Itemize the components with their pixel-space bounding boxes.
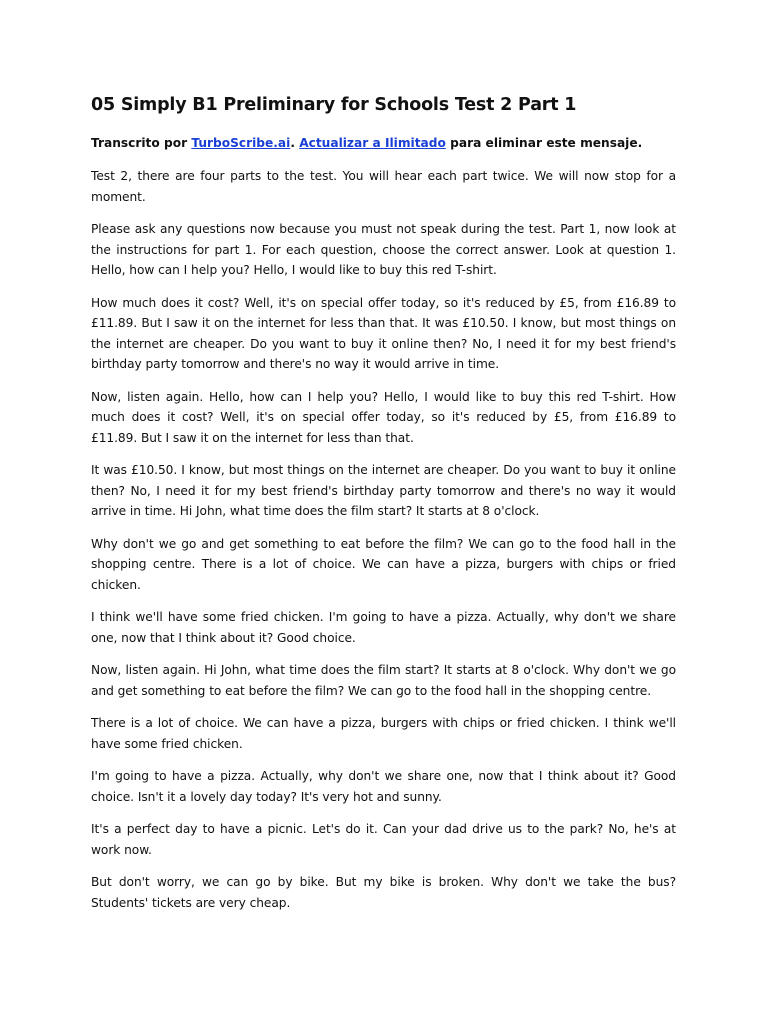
paragraph: I'm going to have a pizza. Actually, why don't we share one, now that I think about it? Good choice. Isn't it a lovely day today? It's very hot and sunny.: [91, 769, 676, 804]
paragraph: There is a lot of choice. We can have a pizza, burgers with chips or fried chicken. I think we'll have some fried chicken.: [91, 716, 676, 751]
paragraph: Why don't we go and get something to eat before the film? We can go to the food hall in the shopping centre. There is a lot of choice. We can have a pizza, burgers with chips or fried chicken.: [91, 536, 676, 592]
paragraph: Test 2, there are four parts to the test. You will hear each part twice. We will now stop for a moment.: [91, 169, 676, 204]
notice-separator: .: [290, 136, 300, 150]
turboscribe-link[interactable]: TurboScribe.ai: [191, 136, 291, 150]
document-title: 05 Simply B1 Preliminary for Schools Test 2 Part 1: [91, 95, 577, 115]
paragraph: Please ask any questions now because you must not speak during the test. Part 1, now look at the instructions for part 1. For each question, choose the correct answer. Look at question 1. Hello, how can I help you? Hello, I would like to buy this red T-shirt.: [91, 222, 676, 277]
paragraph: Now, listen again. Hello, how can I help you? Hello, I would like to buy this red T-shirt. How much does it cost? Well, it's on special offer today, so it's reduced by £5, from £16.89 to £11.89. But I saw it on the internet for less than that.: [91, 389, 676, 445]
paragraph: I think we'll have some fried chicken. I'm going to have a pizza. Actually, why don't we share one, now that I think about it? Good choice.: [91, 610, 676, 645]
notice-suffix: para eliminar este mensaje.: [445, 136, 643, 150]
paragraph: But don't worry, we can go by bike. But my bike is broken. Why don't we take the bus? Students' tickets are very cheap.: [91, 875, 676, 910]
paragraph: It's a perfect day to have a picnic. Let's do it. Can your dad drive us to the park? No, he's at work now.: [91, 822, 676, 857]
document-page: [91, 92, 676, 925]
paragraph: Now, listen again. Hi John, what time does the film start? It starts at 8 o'clock. Why don't we go and get something to eat before the film? We can go to the food hall in the shopping centre.: [91, 663, 676, 698]
notice-prefix: Transcrito por: [91, 136, 192, 150]
transcription-notice: [91, 133, 676, 153]
paragraph: It was £10.50. I know, but most things on the internet are cheaper. Do you want to buy it online then? No, I need it for my best friend's birthday party tomorrow and there's no way it would arrive in time. Hi John, what time does the film start? It starts at 8 o'clock.: [91, 463, 676, 518]
paragraph: How much does it cost? Well, it's on special offer today, so it's reduced by £5, from £16.89 to £11.89. But I saw it on the internet for less than that. It was £10.50. I know, but most things on the internet are cheaper. Do you want to buy it online then? No, I need it for my best friend's birthday party tomorrow and there's no way it would arrive in time.: [91, 295, 676, 371]
upgrade-unlimited-link[interactable]: Actualizar a Ilimitado: [299, 136, 446, 150]
